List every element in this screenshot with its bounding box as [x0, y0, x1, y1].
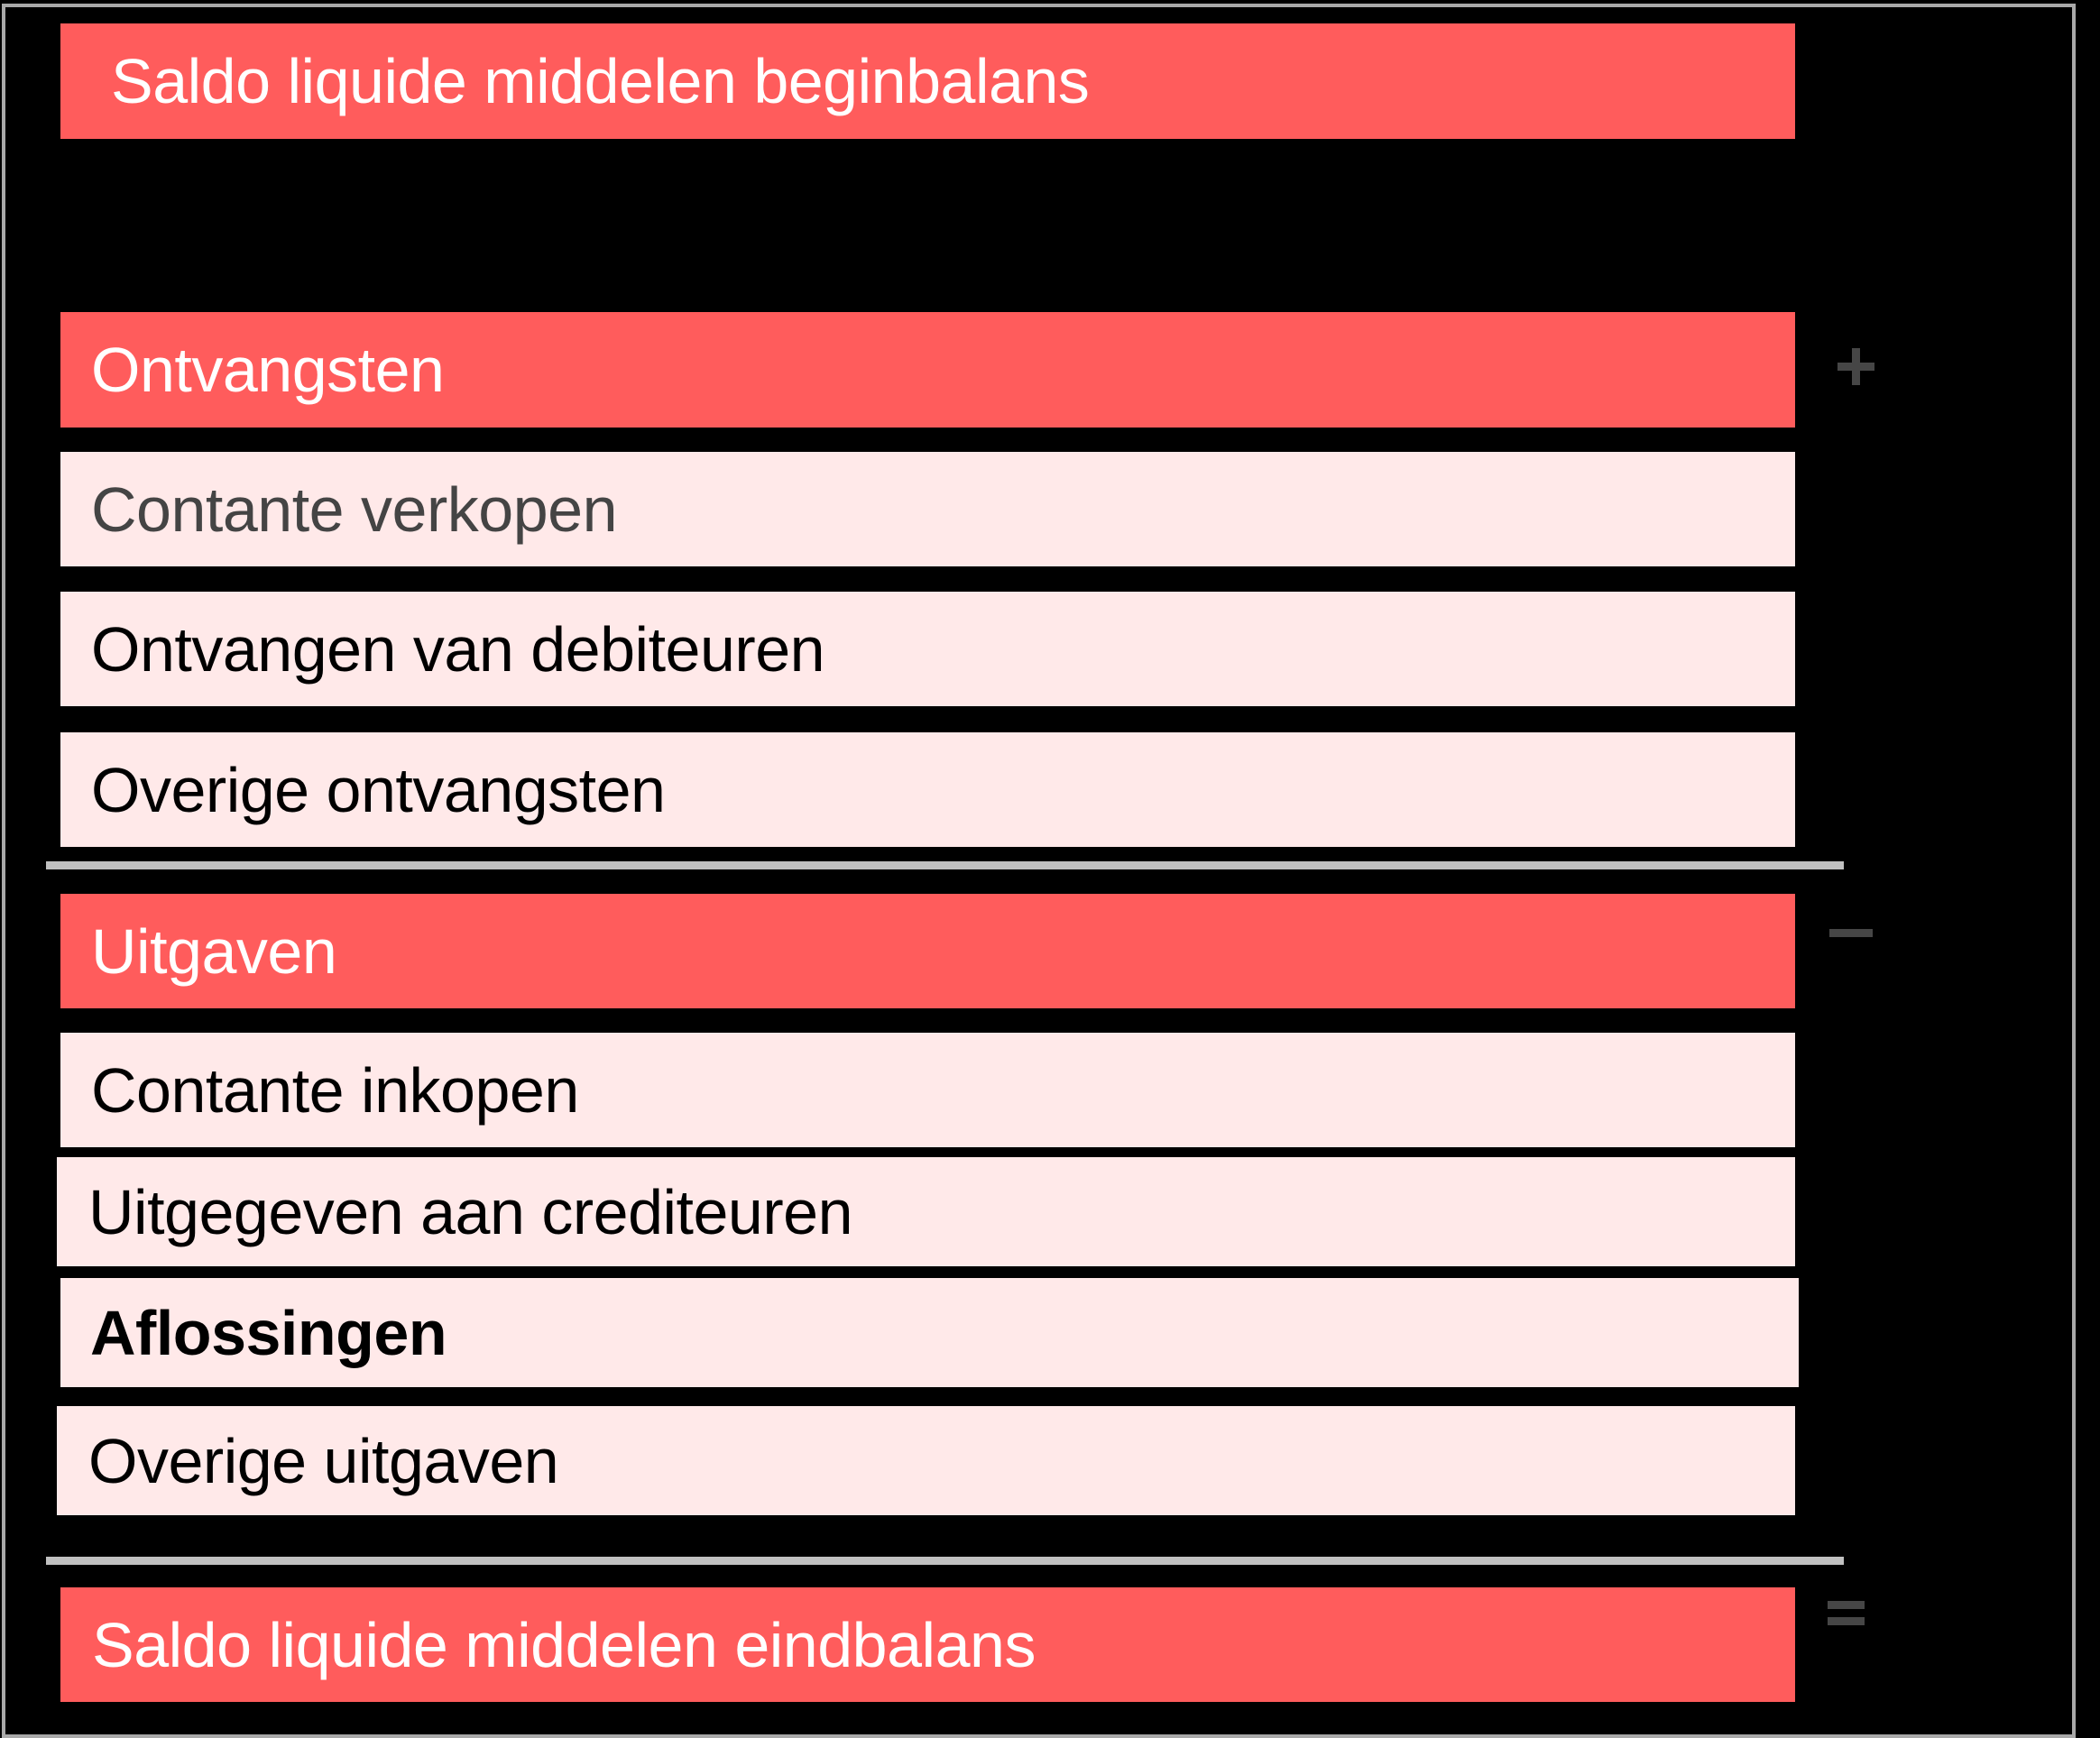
equals-icon [1828, 1601, 1865, 1625]
expenses-header-bar [60, 894, 1795, 1008]
receipt-item [60, 592, 1795, 706]
separator-line [46, 1557, 1844, 1565]
end-balance-label: Saldo liquide middelen eindbalans [92, 1609, 1036, 1680]
separator-line [46, 861, 1844, 869]
receipt-item-label: Overige ontvangsten [91, 754, 666, 825]
expense-item-label: Uitgegeven aan crediteuren [88, 1176, 853, 1247]
begin-balance-label: Saldo liquide middelen beginbalans [111, 46, 1090, 116]
minus-icon [1829, 929, 1873, 937]
expense-item-label: Contante inkopen [91, 1054, 579, 1126]
expenses-header-label: Uitgaven [91, 915, 337, 987]
expense-item-label: Overige uitgaven [88, 1425, 559, 1496]
receipt-item-label: Contante verkopen [91, 474, 618, 545]
plus-icon [1838, 348, 1874, 385]
expense-item [57, 1406, 1795, 1515]
receipts-header-label: Ontvangsten [91, 335, 445, 405]
expense-item [60, 1278, 1799, 1387]
expense-item-label: Aflossingen [90, 1297, 447, 1368]
begin-balance-bar [60, 23, 1795, 139]
receipt-item [60, 732, 1795, 847]
receipt-item-label: Ontvangen van debiteuren [91, 613, 825, 685]
end-balance-bar [60, 1587, 1795, 1702]
expense-item [60, 1033, 1795, 1147]
expense-item [57, 1157, 1795, 1266]
receipts-header-bar [60, 312, 1795, 428]
receipt-item [60, 452, 1795, 566]
